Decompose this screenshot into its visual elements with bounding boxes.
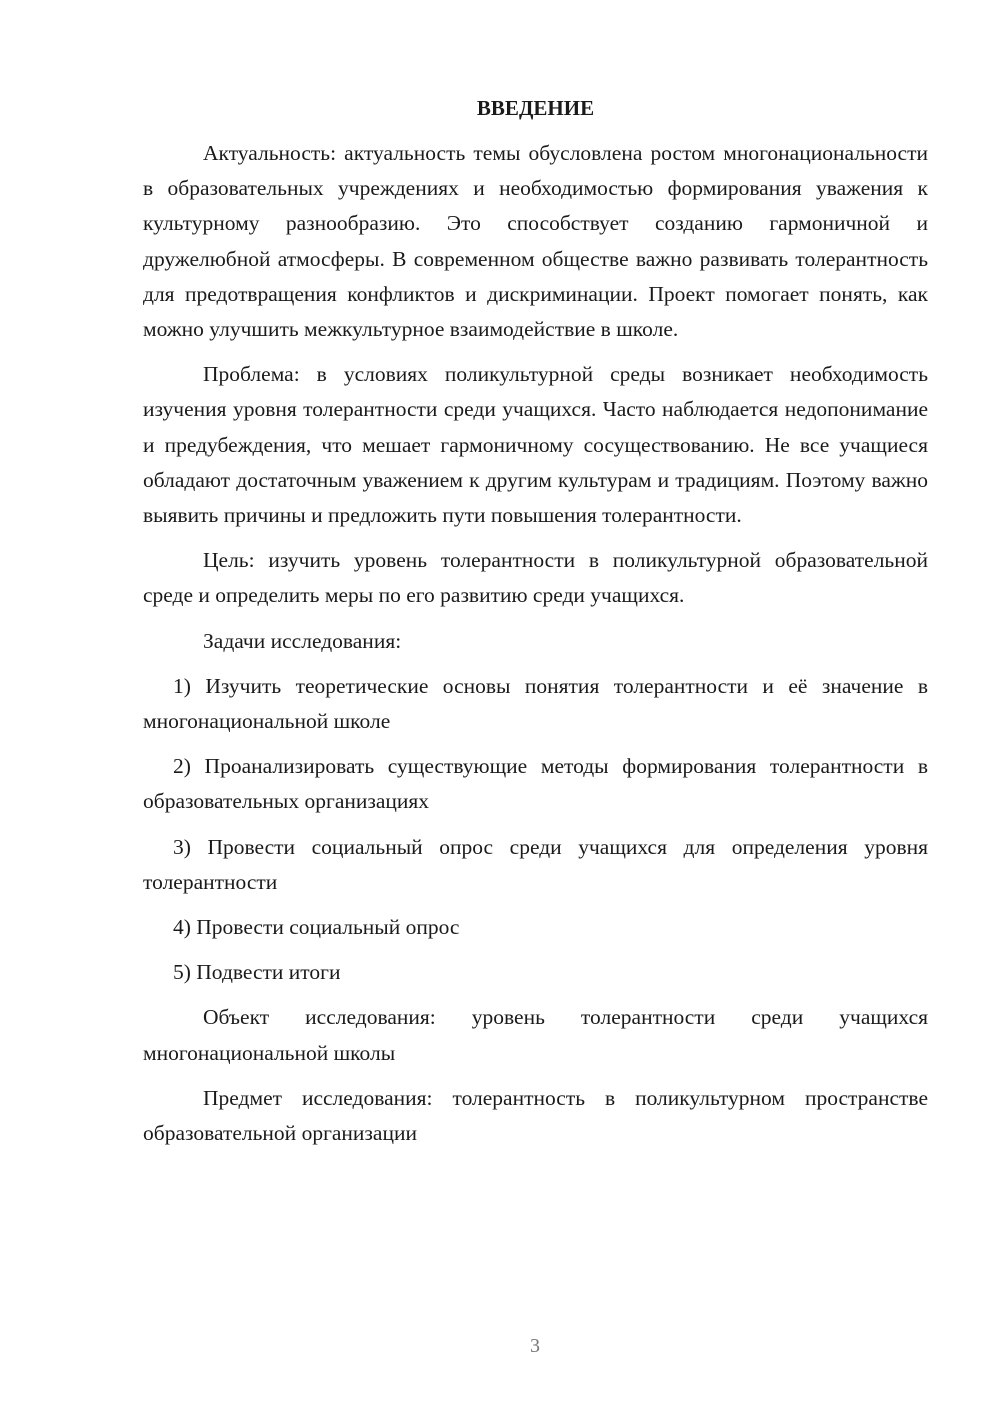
goal-paragraph: Цель: изучить уровень толерантности в поликультурной образовательной среде и определить меры по его развитию среди учащихся. <box>143 548 928 608</box>
document-title: ВВЕДЕНИЕ <box>476 96 595 120</box>
task-item-4: 4) Провести социальный опрос <box>173 915 460 940</box>
task-item-2: 2) Проанализировать существующие методы формирования толерантности в образовательных организациях <box>143 754 928 814</box>
document-page <box>143 92 928 1161</box>
task-item-3: 3) Провести социальный опрос среди учащихся для определения уровня толерантности <box>143 834 928 894</box>
task-item-5: 5) Подвести итоги <box>173 960 341 985</box>
task-item-1: 1) Изучить теоретические основы понятия толерантности и её значение в многонациональной школе <box>143 673 928 734</box>
tasks-list <box>143 669 928 991</box>
research-object-paragraph: Объект исследования: уровень толерантности среди учащихся многонациональной школы <box>143 1005 928 1065</box>
research-subject-paragraph: Предмет исследования: толерантность в поликультурном пространстве образовательной организации <box>143 1085 928 1146</box>
problem-paragraph: Проблема: в условиях поликультурной среды возникает необходимость изучения уровня толерантности среди учащихся. Часто наблюдается недопонимание и предубеждения, что мешает гармоничному сосуществованию. Не все учащиеся обладают достаточным уважением к другим культурам и традициям. Поэтому важно выявить причины и предложить пути повышения толерантности. <box>143 362 928 528</box>
page-number: 3 <box>530 1335 540 1357</box>
tasks-heading: Задачи исследования: <box>203 628 402 653</box>
relevance-paragraph: Актуальность: актуальность темы обусловлена ростом многонациональности в образовательных учреждениях и необходимостью формирования уважения к культурному разнообразию. Это способствует созданию гармоничной и дружелюбной атмосферы. В современном обществе важно развивать толерантность для предотвращения конфликтов и дискриминации. Проект помогает понять, как можно улучшить межкультурное взаимодействие в школе. <box>143 141 928 342</box>
